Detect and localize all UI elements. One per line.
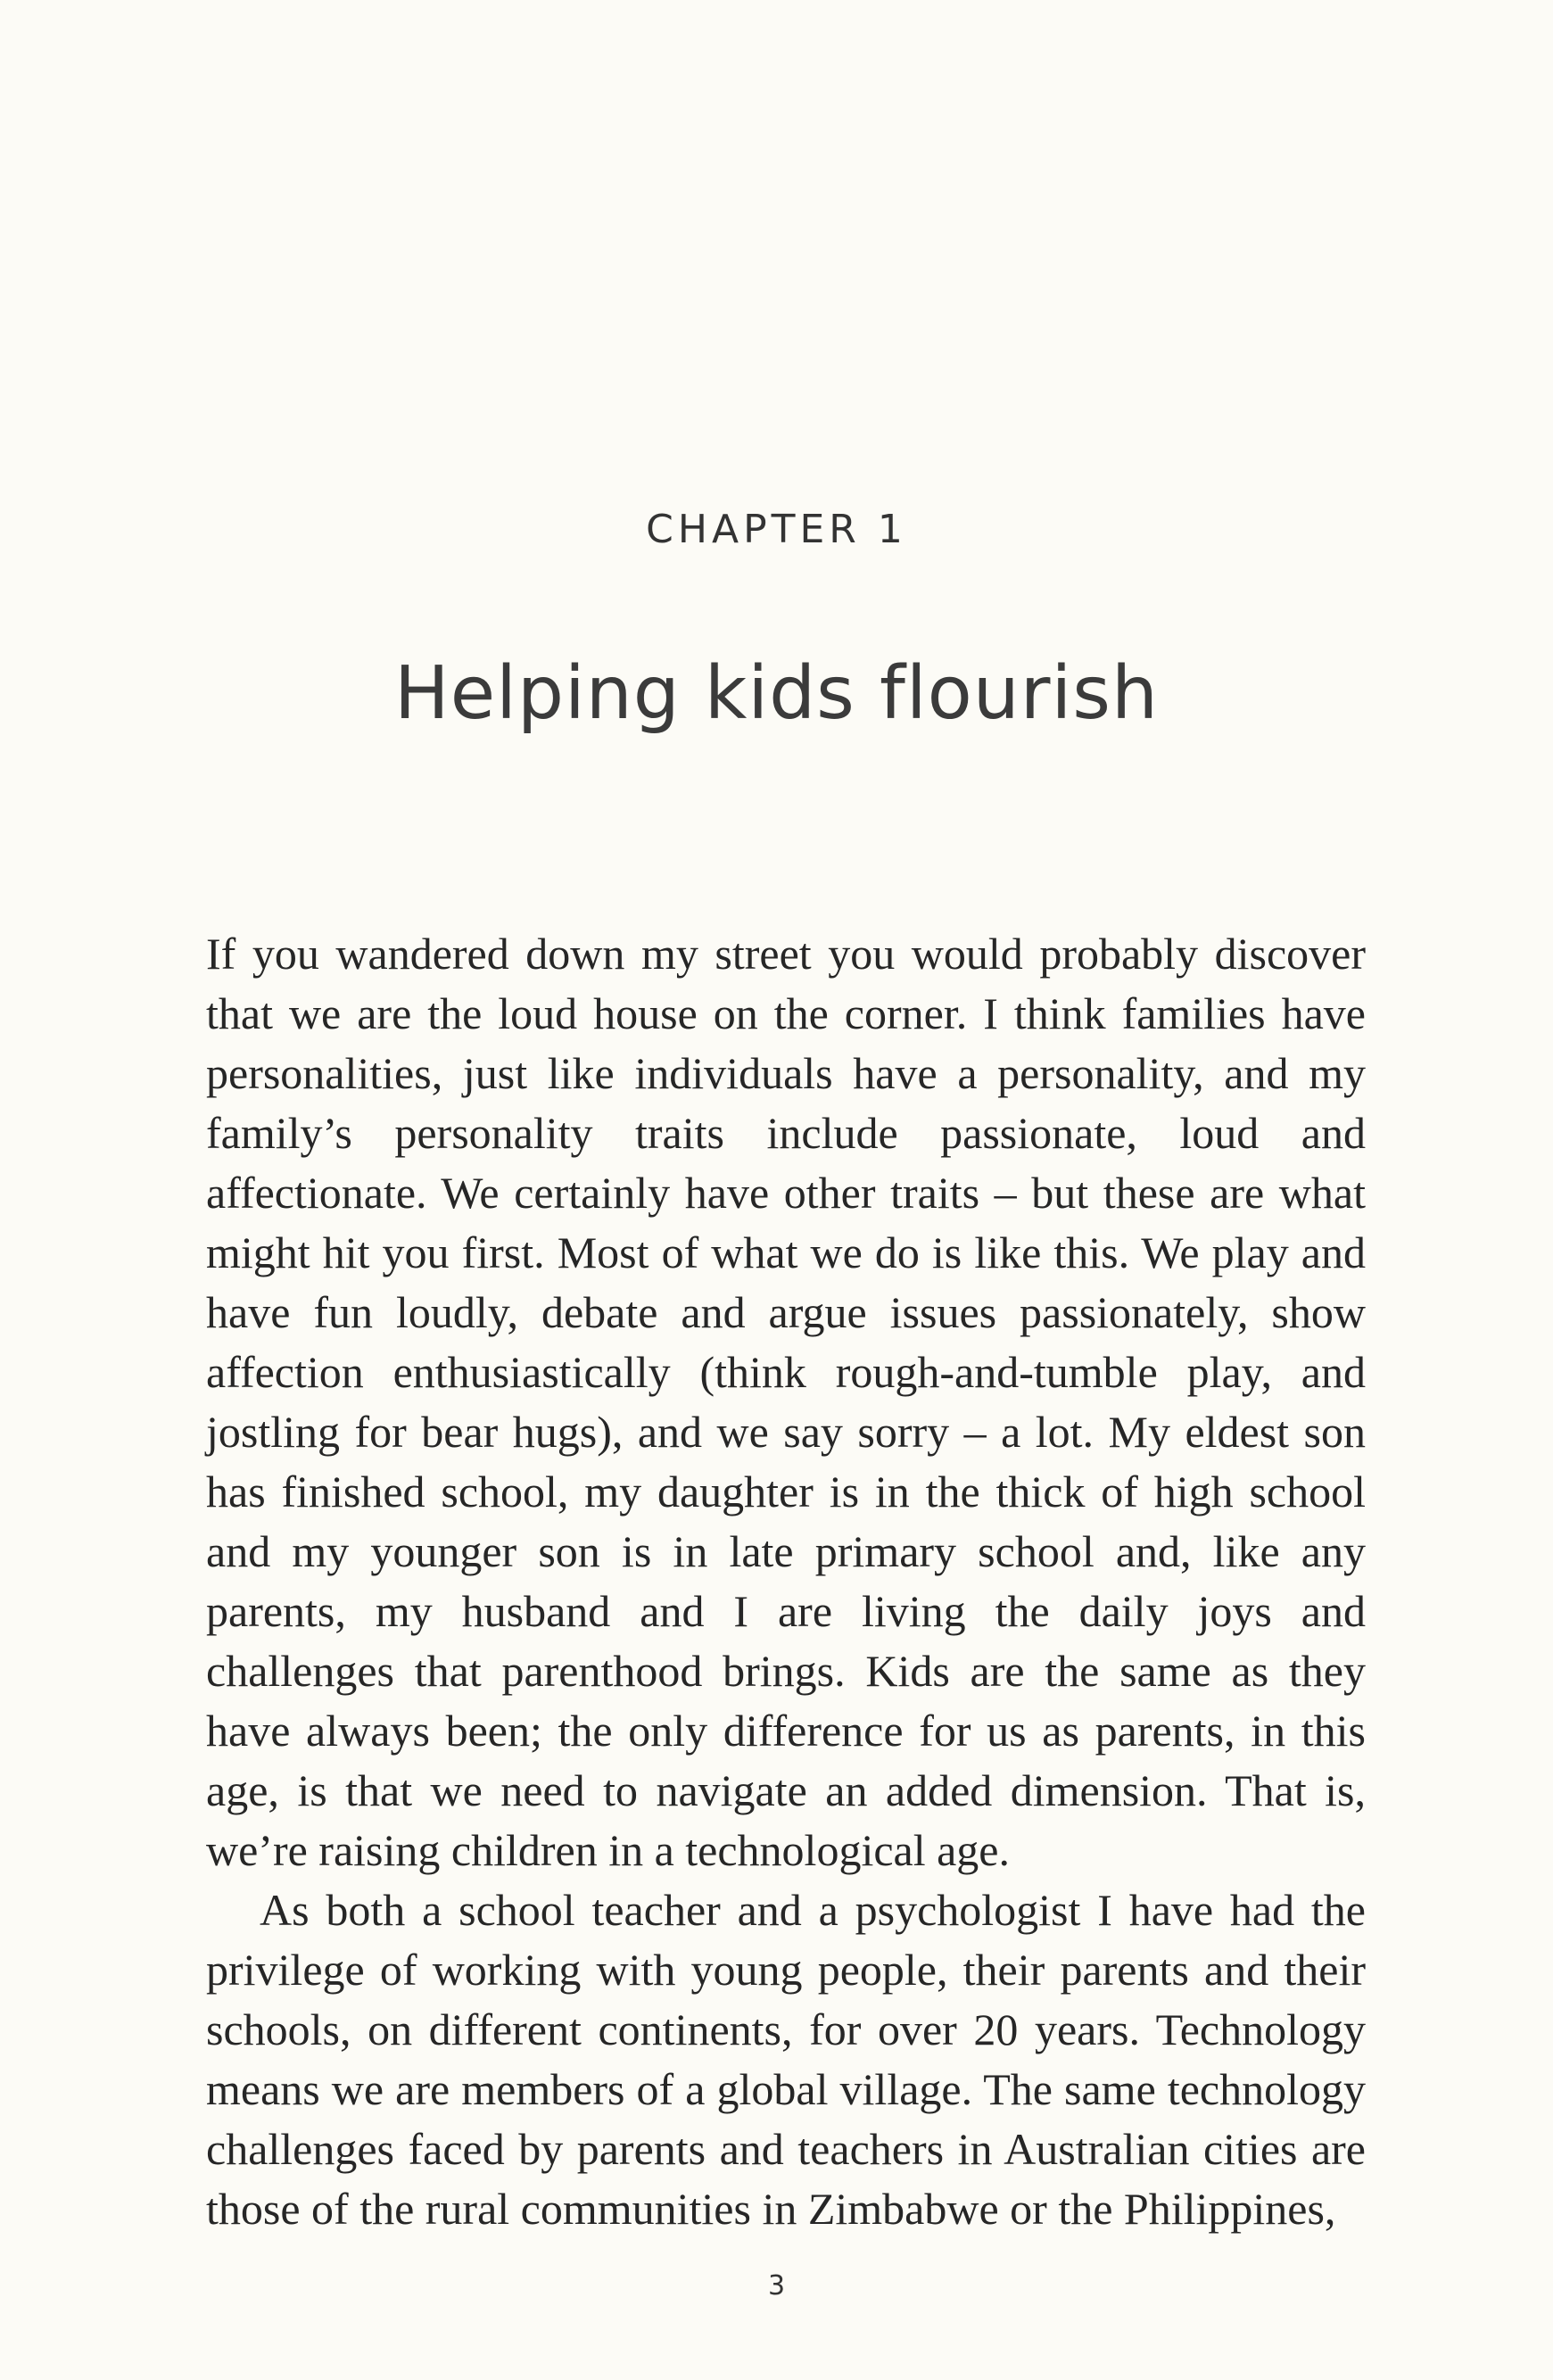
body-text	[206, 924, 1366, 2239]
chapter-title: Helping kids flourish	[394, 651, 1159, 736]
paragraph-2: As both a school teacher and a psychologist I have had the privilege of working with young people, their parents and their schools, on different continents, for over 20 years. Technology means we are members of a global village. The same technology challenges faced by parents and teachers in Australian cities are those of the rural communities in Zimbabwe or the Philippines,	[206, 1885, 1366, 2234]
chapter-label: CHAPTER 1	[646, 507, 907, 552]
paragraph-1: If you wandered down my street you would probably discover that we are the loud house on the corner. I think families have personalities, just like individuals have a personality, and my family’s personality traits include passionate, loud and affectionate. We certainly have other traits – but these are what might hit you first. Most of what we do is like this. We play and have fun loudly, debate and argue issues passionately, show affection enthusiastically (think rough-and-tumble play, and jostling for bear hugs), and we say sorry – a lot. My eldest son has finished school, my daughter is in the thick of high school and my younger son is in late primary school and, like any parents, my husband and I are living the daily joys and challenges that parenthood brings. Kids are the same as they have always been; the only difference for us as parents, in this age, is that we need to navigate an added dimension. That is, we’re raising children in a technological age.	[206, 929, 1366, 1875]
page-number: 3	[767, 2270, 786, 2301]
